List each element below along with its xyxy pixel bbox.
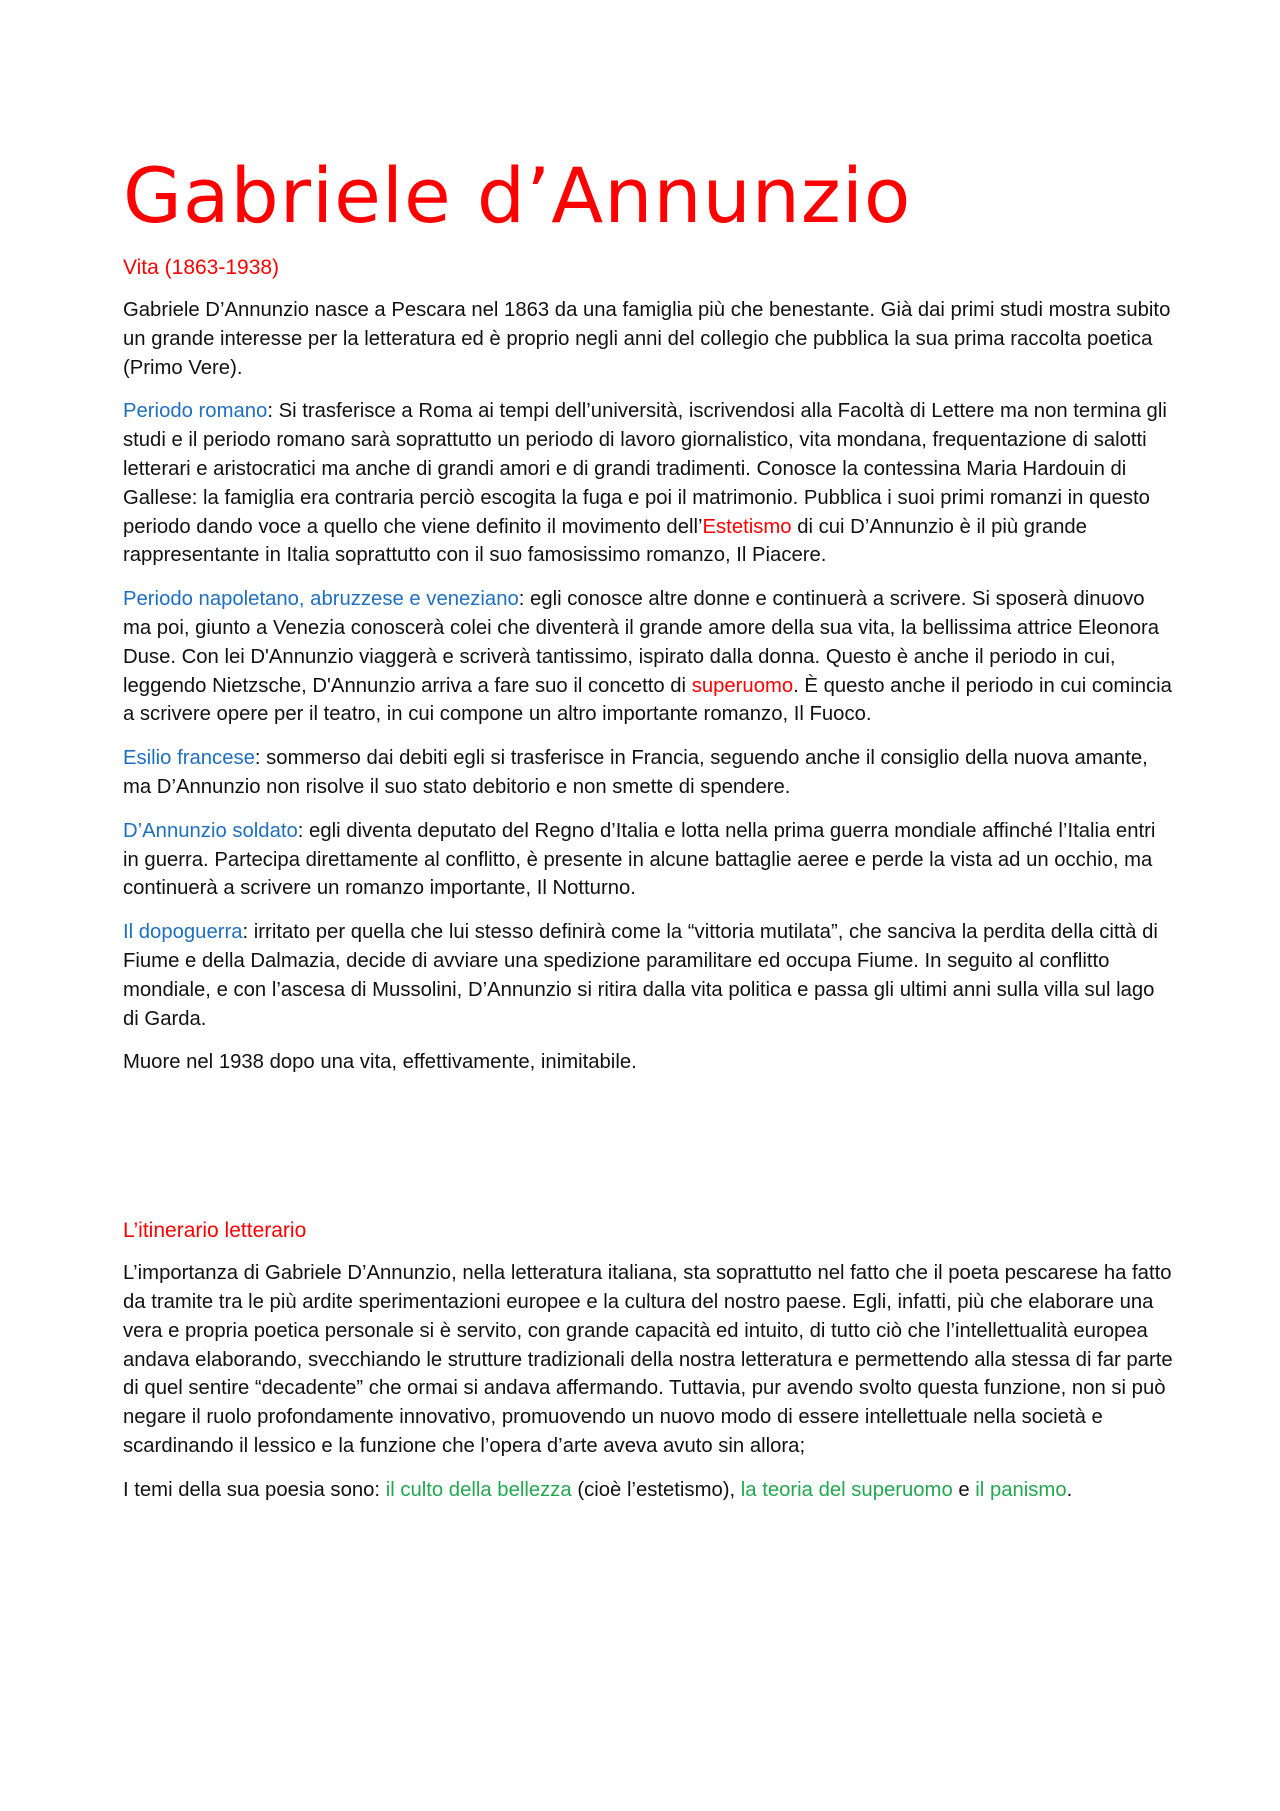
paragraph-periodo-romano bbox=[123, 397, 1173, 570]
concept-highlight: superuomo bbox=[691, 674, 794, 697]
themes-lead: I temi della sua poesia sono: bbox=[123, 1478, 386, 1501]
concept-highlight: Estetismo bbox=[702, 515, 792, 538]
period-label: Periodo napoletano, abruzzese e veneziano bbox=[123, 588, 519, 611]
period-text: : egli diventa deputato del Regno d’Italia e lotta nella prima guerra mondiale affinché l’Italia entri in guerra. Partecipa direttamente al conflitto, è presente in alcune battaglie aeree e perde la vista ad un occhio, ma continuerà a scrivere un romanzo importante, Il Notturno. bbox=[123, 819, 1156, 900]
period-label: Esilio francese bbox=[123, 747, 255, 770]
themes-paragraph bbox=[123, 1476, 1173, 1505]
theme-highlight: il panismo bbox=[975, 1478, 1067, 1501]
intro-paragraph: Gabriele D’Annunzio nasce a Pescara nel 1863 da una famiglia più che benestante. Già dai primi studi mostra subito un grande interesse per la letteratura ed è proprio negli anni del collegio che pubblica la sua prima raccolta poetica (Primo Vere). bbox=[123, 299, 1171, 379]
period-text: . È questo anche il periodo in cui comincia a scrivere opere per il teatro, in cui compone un altro importante romanzo, Il Fuoco. bbox=[123, 674, 1172, 726]
period-label: Periodo romano bbox=[123, 400, 268, 423]
document-title: Gabriele d’Annunzio bbox=[123, 151, 912, 240]
paragraph-periodo-napoletano bbox=[123, 585, 1173, 729]
itinerario-paragraph: L’importanza di Gabriele D’Annunzio, nella letteratura italiana, sta soprattutto nel fatto che il poeta pescarese ha fatto da tramite tra le più ardite sperimentazioni europee e la cultura del nostro paese. Egli, infatti, più che elaborare una vera e propria poetica personale si è servito, con grande capacità ed intuito, di tutto ciò che l’intellettualità europea andava elaborando, svecchiando le strutture tradizionali della nostra letteratura e permettendo alla stessa di far parte di quel sentire “decadente” che ormai si andava affermando. Tuttavia, pur avendo svolto questa funzione, non si può negare il ruolo profondamente innovativo, promuovendo un nuovo modo di essere intellettuale nella società e scardinando il lessico e la funzione che l’opera d’arte aveva avuto sin allora; bbox=[123, 1262, 1173, 1457]
period-text: : egli conosce altre donne e continuerà a scrivere. Si sposerà dinuovo ma poi, giunto a Venezia conoscerà colei che diventerà il grande amore della sua vita, la bellissima attrice Eleonora Duse. Con lei D'Annunzio viaggerà e scriverà tantissimo, ispirato dalla donna. Questo è anche il periodo in cui, leggendo Nietzsche, D'Annunzio arriva a fare suo il concetto di bbox=[123, 588, 1160, 697]
theme-highlight: la teoria del superuomo bbox=[740, 1478, 953, 1501]
section-spacer bbox=[123, 1092, 1173, 1207]
section-heading-vita: Vita (1863-1938) bbox=[123, 256, 280, 279]
theme-highlight: il culto della bellezza bbox=[385, 1478, 572, 1501]
section-heading-itinerario: L’itinerario letterario bbox=[123, 1219, 307, 1243]
period-text: : Si trasferisce a Roma ai tempi dell’università, iscrivendosi alla Facoltà di Lettere ma non termina gli studi e il periodo romano sarà soprattutto un periodo di lavoro giornalistico, vita mondana, frequentazione di salotti letterari e aristocratici ma anche di grandi amori e di grandi tradimenti. Conosce la contessina Maria Hardouin di Gallese: la famiglia era contraria perciò escogita la fuga e poi il matrimonio. Pubblica i suoi primi romanzi in questo periodo dando voce a quello che viene definito il movimento dell’ bbox=[123, 400, 1167, 538]
period-label: D’Annunzio soldato bbox=[123, 819, 298, 842]
period-text: : sommerso dai debiti egli si trasferisce in Francia, seguendo anche il consiglio della nuova amante, ma D’Annunzio non risolve il suo stato debitorio e non smette di spendere. bbox=[123, 747, 1148, 798]
closing-paragraph: Muore nel 1938 dopo una vita, effettivamente, inimitabile. bbox=[123, 1051, 637, 1074]
paragraph-soldato bbox=[123, 817, 1173, 903]
period-label: Il dopoguerra bbox=[123, 921, 243, 944]
document-page bbox=[123, 148, 1173, 1520]
themes-text: e bbox=[952, 1478, 976, 1501]
period-text: di cui D’Annunzio è il più grande rappresentante in Italia soprattutto con il suo famosissimo romanzo, Il Piacere. bbox=[123, 515, 1087, 567]
period-text: : irritato per quella che lui stesso definirà come la “vittoria mutilata”, che sanciva la perdita della città di Fiume e della Dalmazia, decide di avviare una spedizione paramilitare ed occupa Fiume. In seguito al conflitto mondiale, e con l’ascesa di Mussolini, D’Annunzio si ritira dalla vita politica e passa gli ultimi anni sulla villa sul lago di Garda. bbox=[123, 921, 1158, 1030]
paragraph-esilio-francese bbox=[123, 744, 1173, 802]
themes-text: (cioè l’estetismo), bbox=[571, 1478, 741, 1501]
paragraph-dopoguerra bbox=[123, 918, 1173, 1033]
themes-text: . bbox=[1066, 1478, 1073, 1501]
